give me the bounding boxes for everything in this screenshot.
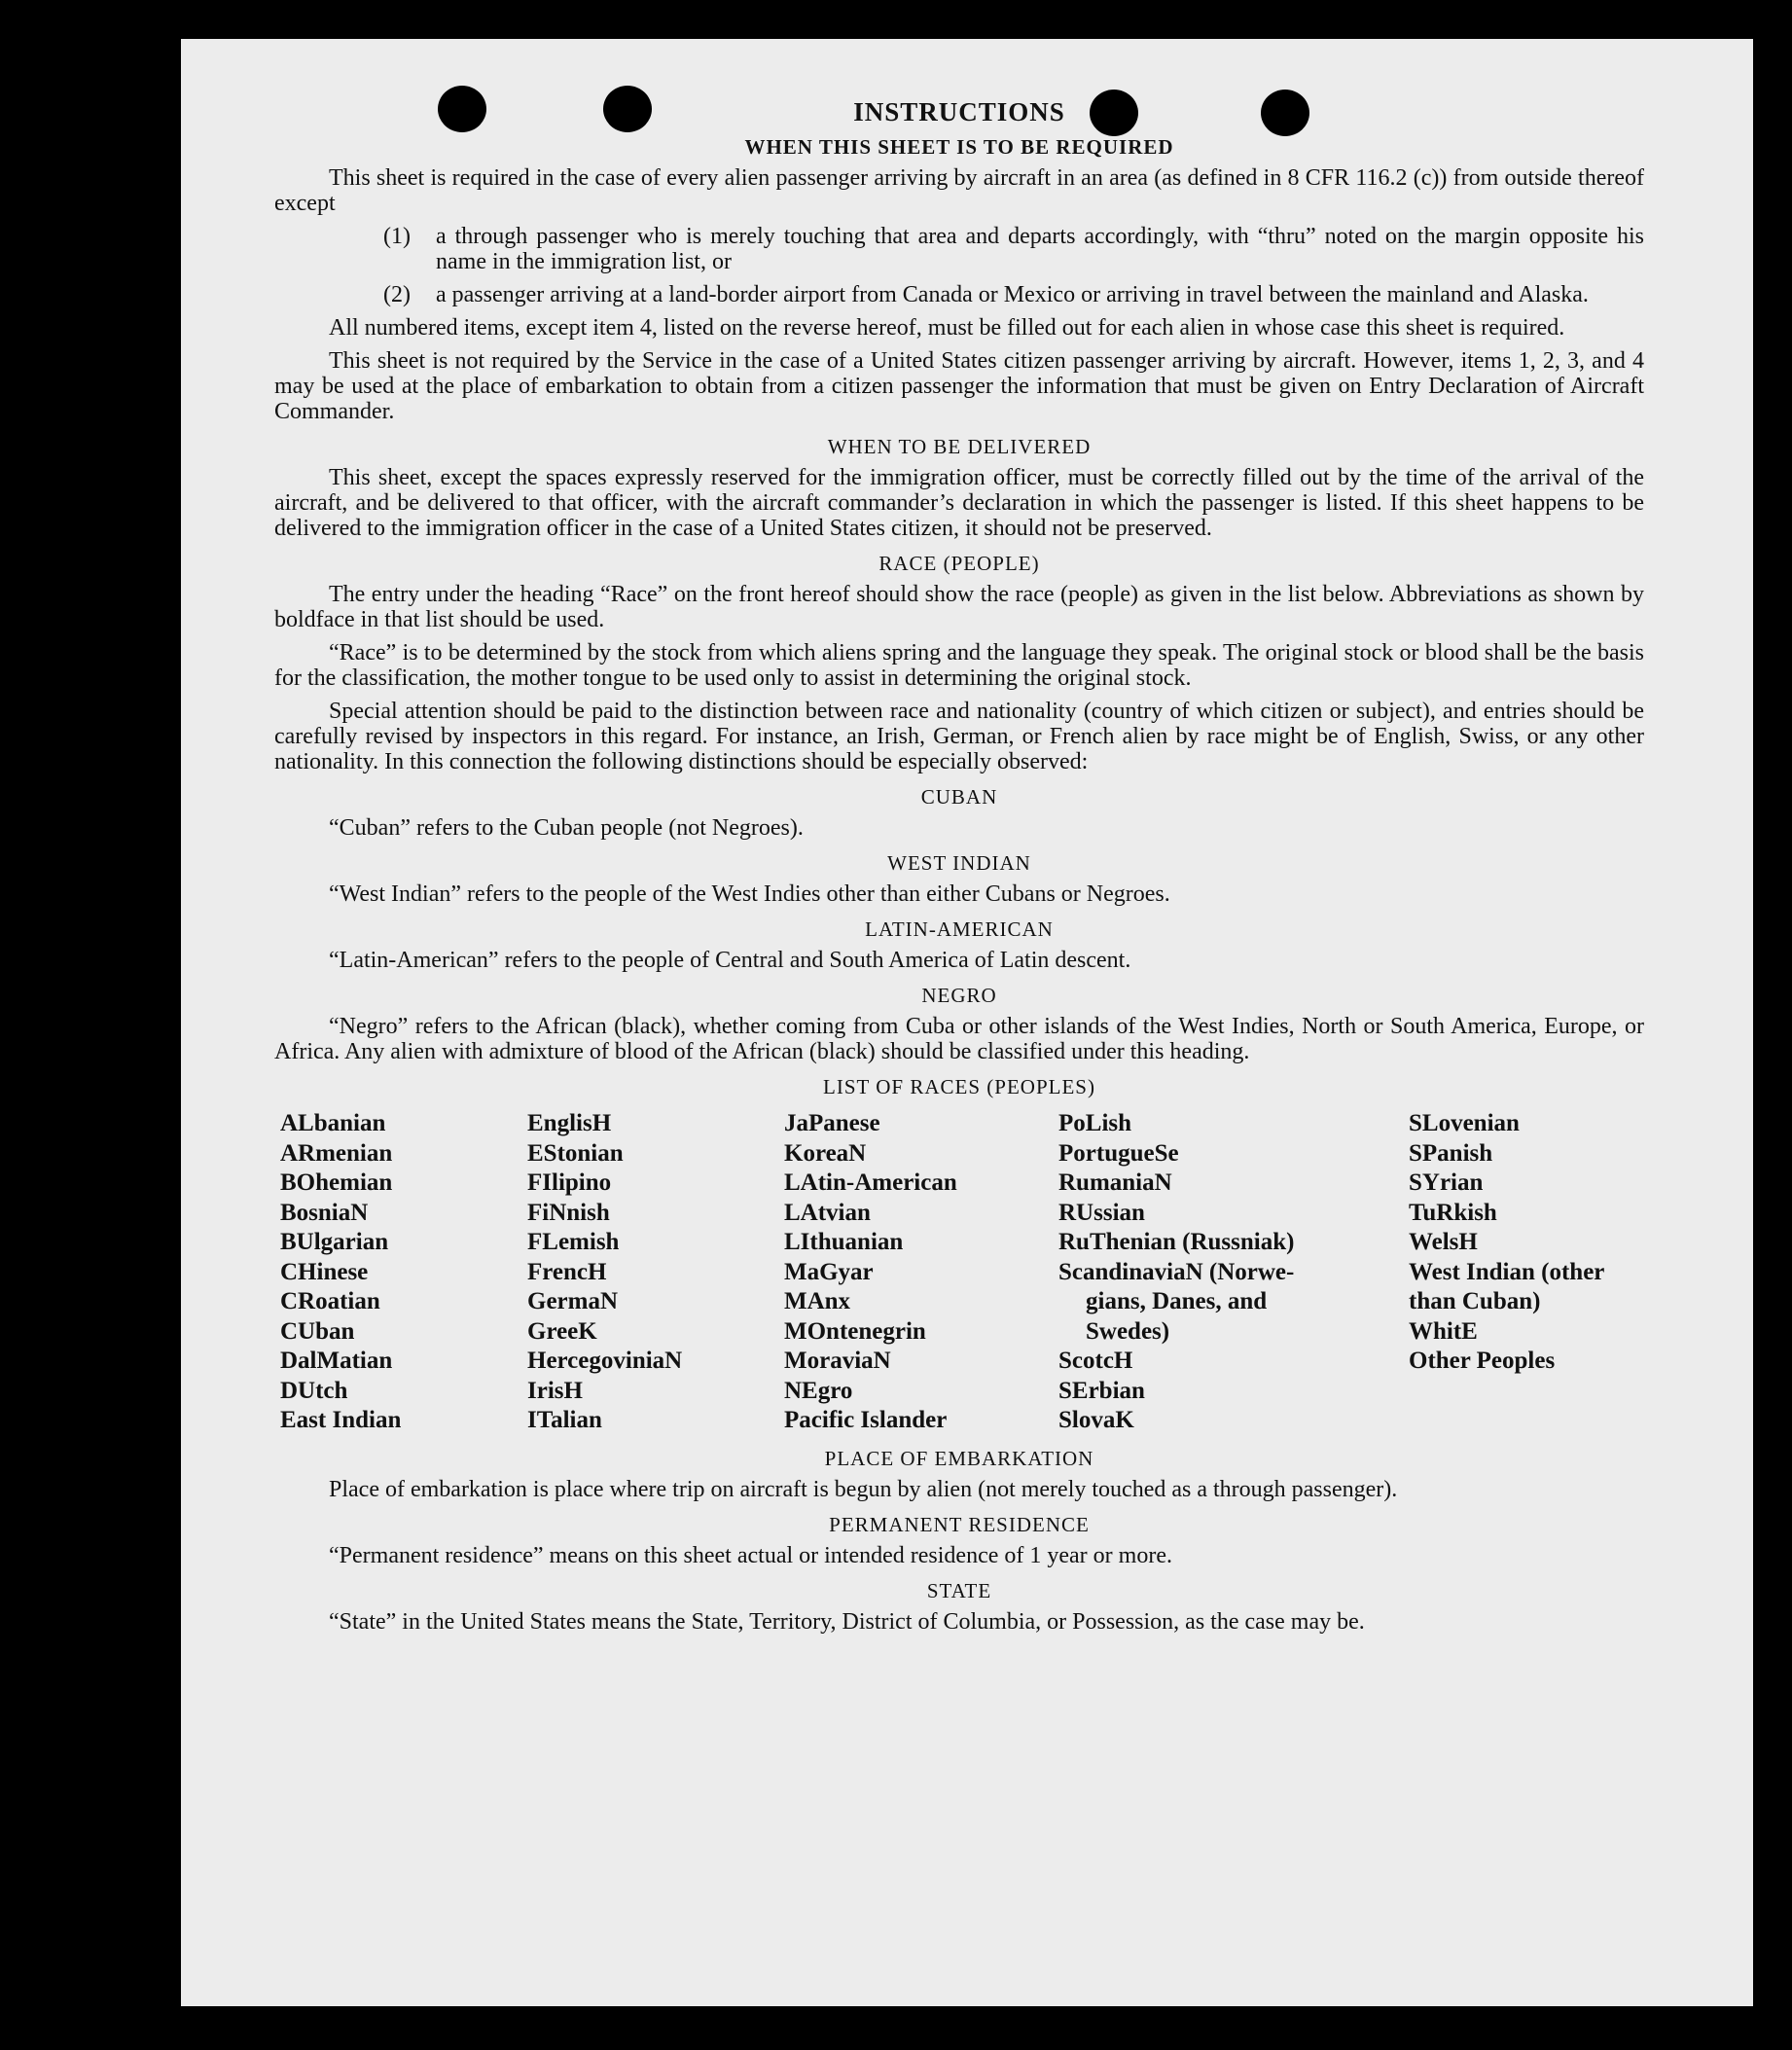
race-entry bbox=[1409, 1406, 1650, 1436]
paragraph: The entry under the heading “Race” on the front hereof should show the race (people) as given in the list below. Abbreviations as shown by boldface in that list should be used. bbox=[274, 582, 1644, 632]
paragraph: This sheet is not required by the Service in the case of a United States citizen passenger arriving by aircraft. However, items 1, 2, 3, and 4 may be used at the place of embarkation to obtain from a citizen passenger the information that must be given on Entry Declaration of Aircraft Commander. bbox=[274, 348, 1644, 424]
item-number: (2) bbox=[383, 282, 411, 307]
race-entry: gians, Danes, and bbox=[1086, 1288, 1268, 1314]
race-entry: CHinese bbox=[280, 1258, 369, 1285]
list-item bbox=[383, 282, 1644, 307]
section-heading-embarkation: PLACE OF EMBARKATION bbox=[824, 1446, 1094, 1470]
race-entry: SLovenian bbox=[1409, 1110, 1520, 1136]
section-heading-race: RACE (PEOPLE) bbox=[878, 552, 1040, 575]
race-entry: ScotcH bbox=[1058, 1348, 1133, 1374]
race-entry: MAnx bbox=[784, 1288, 851, 1314]
race-entry: Swedes) bbox=[1086, 1317, 1170, 1345]
race-entry: East Indian bbox=[280, 1407, 402, 1433]
paragraph: “West Indian” refers to the people of the West Indies other than either Cubans or Negroes. bbox=[329, 881, 1170, 907]
paragraph: Special attention should be paid to the distinction between race and nationality (country of which citizen or subject), and entries should be carefully revised by inspectors in this regard. For instance, an Irish, German, or French alien by race might be of English, Swiss, or any other nationality. In this connection the following distinctions should be especially observed: bbox=[274, 699, 1644, 774]
paragraph: This sheet is required in the case of every alien passenger arriving by aircraft in an area (as defined in 8 CFR 116.2 (c)) from outside thereof except bbox=[274, 165, 1644, 216]
race-entry: DUtch bbox=[280, 1377, 348, 1404]
race-entry: JaPanese bbox=[784, 1110, 880, 1136]
document-page bbox=[181, 39, 1753, 2006]
race-entry: ARmenian bbox=[280, 1139, 393, 1167]
race-entry: GermaN bbox=[527, 1288, 619, 1314]
race-entry: FIlipino bbox=[527, 1169, 612, 1196]
race-entry: PoLish bbox=[1058, 1110, 1132, 1136]
race-entry: BOhemian bbox=[280, 1169, 393, 1196]
section-heading-cuban: CUBAN bbox=[920, 785, 998, 809]
race-entry: GreeK bbox=[527, 1317, 597, 1345]
race-entry: ITalian bbox=[527, 1407, 602, 1433]
paragraph: “Cuban” refers to the Cuban people (not Negroes). bbox=[329, 815, 804, 841]
race-entry: SYrian bbox=[1409, 1169, 1484, 1196]
race-entry: Pacific Islander bbox=[784, 1407, 948, 1433]
race-entry: FrencH bbox=[527, 1258, 607, 1285]
section-heading-list-of-races: LIST OF RACES (PEOPLES) bbox=[823, 1075, 1095, 1098]
race-entry: MOntenegrin bbox=[784, 1317, 926, 1345]
race-entry: CRoatian bbox=[280, 1288, 380, 1314]
race-entry: CUban bbox=[280, 1317, 355, 1345]
paragraph: “Race” is to be determined by the stock from which aliens spring and the language they speak. The original stock or blood shall be the basis for the classification, the mother tongue to be used only to assist in determining the original stock. bbox=[274, 640, 1644, 691]
race-entry: than Cuban) bbox=[1409, 1288, 1541, 1314]
item-text: a through passenger who is merely touching that area and departs accordingly, with “thru” noted on the margin opposite his name in the immigration list, or bbox=[436, 224, 1644, 274]
section-heading-when-delivered: WHEN TO BE DELIVERED bbox=[827, 435, 1092, 458]
race-entry: FiNnish bbox=[527, 1199, 610, 1226]
section-heading-state: STATE bbox=[926, 1578, 992, 1602]
section-heading-negro: NEGRO bbox=[921, 984, 997, 1007]
section-heading-latin-american: LATIN-AMERICAN bbox=[865, 917, 1054, 941]
races-list bbox=[280, 1109, 1644, 1436]
list-item bbox=[383, 224, 1644, 274]
race-entry: MaGyar bbox=[784, 1258, 874, 1285]
race-entry: KoreaN bbox=[784, 1139, 867, 1167]
paragraph: “Latin-American” refers to the people of Central and South America of Latin descent. bbox=[329, 948, 1131, 973]
race-entry: TuRkish bbox=[1409, 1199, 1497, 1226]
race-entry: ALbanian bbox=[280, 1110, 386, 1136]
race-entry: BosniaN bbox=[280, 1199, 369, 1226]
race-entry: BUlgarian bbox=[280, 1229, 389, 1255]
race-entry: MoraviaN bbox=[784, 1348, 891, 1374]
race-entry: PortugueSe bbox=[1058, 1139, 1179, 1167]
race-entry: RUssian bbox=[1058, 1199, 1145, 1226]
race-entry: EnglisH bbox=[527, 1110, 612, 1136]
race-entry: LAtvian bbox=[784, 1199, 871, 1226]
race-entry: ScandinaviaN (Norwe- bbox=[1058, 1258, 1295, 1285]
paragraph: Place of embarkation is place where trip on aircraft is begun by alien (not merely touched as a through passenger). bbox=[329, 1476, 1398, 1502]
paragraph: This sheet, except the spaces expressly reserved for the immigration officer, must be correctly filled out by the time of the arrival of the aircraft, and be delivered to that officer, with the aircraft commander’s declaration in which the passenger is listed. If this sheet happens to be delivered to the immigration officer in the case of a United States citizen, it should not be preserved. bbox=[274, 465, 1644, 541]
race-entry: SPanish bbox=[1409, 1139, 1493, 1167]
section-heading-residence: PERMANENT RESIDENCE bbox=[829, 1512, 1090, 1536]
section-heading-west-indian: WEST INDIAN bbox=[887, 851, 1031, 875]
instructions-content bbox=[274, 99, 1644, 1642]
paragraph: All numbered items, except item 4, listed on the reverse hereof, must be filled out for each alien in whose case this sheet is required. bbox=[329, 315, 1565, 341]
item-text: a passenger arriving at a land-border airport from Canada or Mexico or arriving in travel between the mainland and Alaska. bbox=[436, 282, 1589, 307]
race-entry: DalMatian bbox=[280, 1348, 393, 1374]
race-entry: HercegoviniaN bbox=[527, 1348, 683, 1374]
race-entry: NEgro bbox=[784, 1377, 853, 1404]
race-entry: RumaniaN bbox=[1058, 1169, 1172, 1196]
section-heading-when-required: WHEN THIS SHEET IS TO BE REQUIRED bbox=[744, 135, 1174, 159]
race-entry: IrisH bbox=[527, 1377, 583, 1404]
document-title: INSTRUCTIONS bbox=[853, 97, 1065, 126]
paragraph: “Negro” refers to the African (black), whether coming from Cuba or other islands of the West Indies, North or South America, Europe, or Africa. Any alien with admixture of blood of the African (black) should be classified under this heading. bbox=[274, 1014, 1644, 1064]
race-entry: WhitE bbox=[1409, 1317, 1478, 1345]
race-entry: WelsH bbox=[1409, 1229, 1478, 1255]
race-entry: EStonian bbox=[527, 1139, 624, 1167]
race-entry: FLemish bbox=[527, 1229, 620, 1255]
race-entry: RuThenian (Russniak) bbox=[1058, 1229, 1295, 1255]
race-entry: West Indian (other bbox=[1409, 1258, 1605, 1285]
race-entry: LIthuanian bbox=[784, 1229, 904, 1255]
race-entry bbox=[1409, 1377, 1650, 1407]
race-entry: SlovaK bbox=[1058, 1407, 1134, 1433]
paragraph: “State” in the United States means the State, Territory, District of Columbia, or Possession, as the case may be. bbox=[329, 1608, 1365, 1635]
race-entry: Other Peoples bbox=[1409, 1348, 1556, 1374]
paragraph: “Permanent residence” means on this sheet actual or intended residence of 1 year or more. bbox=[329, 1542, 1172, 1568]
item-number: (1) bbox=[383, 224, 411, 249]
race-entry: SErbian bbox=[1058, 1377, 1145, 1404]
race-entry: LAtin-American bbox=[784, 1169, 957, 1196]
